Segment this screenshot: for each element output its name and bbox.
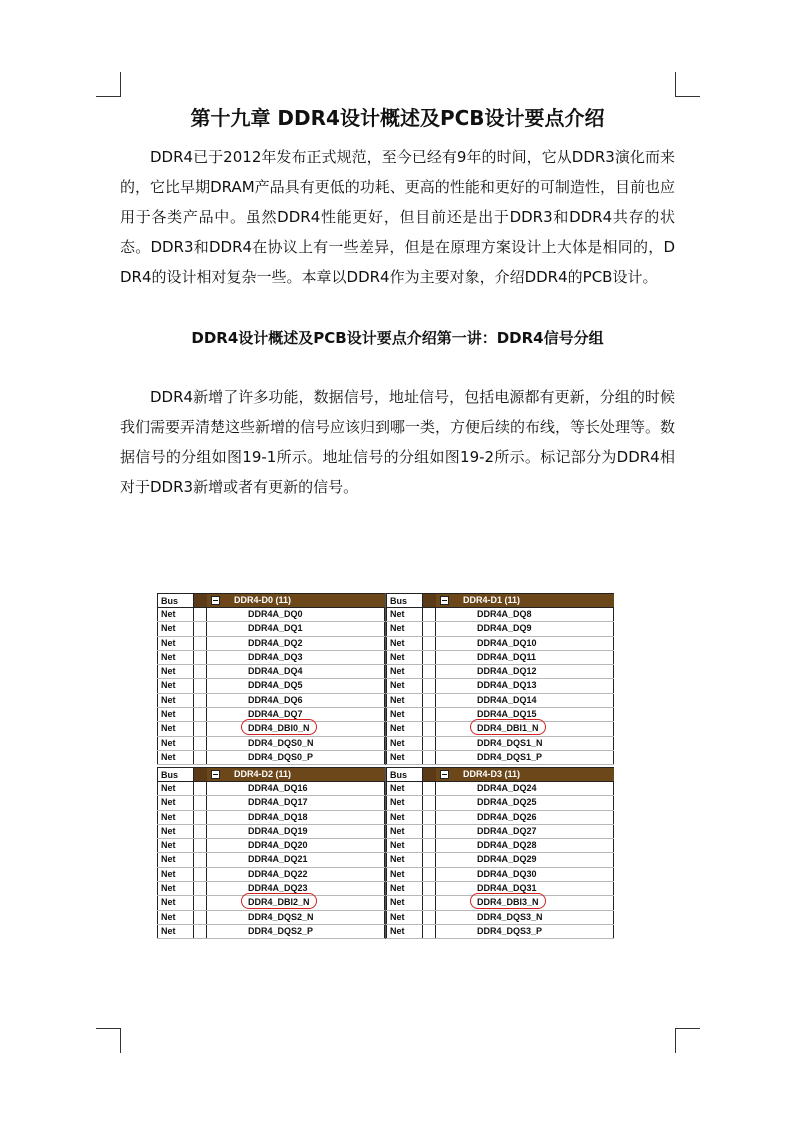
net-row <box>157 722 385 736</box>
net-type-cell: Net <box>386 679 423 692</box>
net-row <box>386 637 614 651</box>
net-row <box>386 853 614 867</box>
net-row <box>386 722 614 736</box>
net-spacer-cell <box>423 882 436 895</box>
signal-name: DDR4A_DQ10 <box>436 637 614 650</box>
net-row <box>386 796 614 810</box>
bus-spacer-cell <box>423 767 436 782</box>
net-type-cell: Net <box>157 737 194 750</box>
collapse-icon[interactable] <box>211 770 220 779</box>
signal-name: DDR4_DQS0_P <box>207 751 385 764</box>
chapter-title: 第十九章 DDR4设计概述及PCB设计要点介绍 <box>190 106 605 130</box>
signal-name: DDR4A_DQ17 <box>207 796 385 809</box>
signal-name: DDR4A_DQ14 <box>436 694 614 707</box>
crop-mark-top-left <box>96 72 121 97</box>
net-row <box>386 825 614 839</box>
net-row <box>386 811 614 825</box>
net-spacer-cell <box>423 796 436 809</box>
signal-name: DDR4A_DQ4 <box>207 665 385 678</box>
net-spacer-cell <box>423 722 436 735</box>
signal-name: DDR4A_DQ11 <box>436 651 614 664</box>
net-type-cell: Net <box>157 782 194 795</box>
net-type-cell: Net <box>157 665 194 678</box>
signal-name: DDR4A_DQ31 <box>436 882 614 895</box>
net-type-cell: Net <box>157 796 194 809</box>
net-spacer-cell <box>423 608 436 621</box>
net-type-cell: Net <box>157 679 194 692</box>
net-type-cell: Net <box>386 811 423 824</box>
net-row <box>157 811 385 825</box>
net-spacer-cell <box>423 637 436 650</box>
net-row <box>157 868 385 882</box>
highlighted-signal-name: DDR4_DBI1_N <box>436 722 614 735</box>
net-spacer-cell <box>423 811 436 824</box>
net-row <box>386 622 614 636</box>
net-spacer-cell <box>194 925 207 938</box>
net-spacer-cell <box>423 651 436 664</box>
net-row <box>157 751 385 765</box>
net-spacer-cell <box>194 911 207 924</box>
net-row <box>386 737 614 751</box>
signal-name: DDR4A_DQ18 <box>207 811 385 824</box>
signal-name: DDR4A_DQ30 <box>436 868 614 881</box>
net-type-cell: Net <box>386 637 423 650</box>
net-spacer-cell <box>423 911 436 924</box>
net-type-cell: Net <box>386 665 423 678</box>
signal-name: DDR4A_DQ26 <box>436 811 614 824</box>
bus-group-d3 <box>385 767 614 939</box>
bus-name: DDR4-D0 (11) <box>234 595 292 605</box>
net-row <box>386 608 614 622</box>
collapse-icon[interactable] <box>211 596 220 605</box>
bus-name: DDR4-D3 (11) <box>463 769 521 779</box>
signal-group-figure <box>157 593 613 940</box>
net-spacer-cell <box>194 825 207 838</box>
net-spacer-cell <box>423 622 436 635</box>
net-spacer-cell <box>423 665 436 678</box>
net-type-cell: Net <box>157 853 194 866</box>
net-spacer-cell <box>194 839 207 852</box>
net-spacer-cell <box>194 868 207 881</box>
net-type-cell: Net <box>386 925 423 938</box>
net-row <box>157 825 385 839</box>
signal-name: DDR4A_DQ29 <box>436 853 614 866</box>
net-type-cell: Net <box>157 882 194 895</box>
net-type-cell: Net <box>157 868 194 881</box>
net-type-cell: Net <box>386 782 423 795</box>
net-row <box>157 665 385 679</box>
net-spacer-cell <box>423 751 436 764</box>
net-row <box>386 925 614 939</box>
net-type-cell: Net <box>157 825 194 838</box>
crop-mark-bottom-right <box>675 1028 700 1053</box>
signal-name: DDR4_DQS1_P <box>436 751 614 764</box>
net-type-cell: Net <box>157 911 194 924</box>
signal-name: DDR4_DQS3_P <box>436 925 614 938</box>
signal-name: DDR4A_DQ22 <box>207 868 385 881</box>
bus-name: DDR4-D2 (11) <box>234 769 292 779</box>
net-spacer-cell <box>194 737 207 750</box>
signal-name: DDR4_DQS2_N <box>207 911 385 924</box>
highlighted-signal-name: DDR4_DBI0_N <box>207 722 385 735</box>
net-spacer-cell <box>194 796 207 809</box>
net-row <box>157 608 385 622</box>
section-title: DDR4设计概述及PCB设计要点介绍第一讲：DDR4信号分组 <box>191 329 604 347</box>
net-row <box>386 665 614 679</box>
net-type-cell: Net <box>157 839 194 852</box>
collapse-icon[interactable] <box>440 596 449 605</box>
net-row <box>157 782 385 796</box>
net-row <box>386 911 614 925</box>
signal-name: DDR4_DQS1_N <box>436 737 614 750</box>
net-row <box>157 911 385 925</box>
net-row <box>386 839 614 853</box>
net-row <box>157 896 385 910</box>
net-row <box>157 694 385 708</box>
bus-spacer-cell <box>194 593 207 608</box>
net-spacer-cell <box>194 651 207 664</box>
net-spacer-cell <box>423 825 436 838</box>
bus-name-cell <box>207 767 385 782</box>
net-spacer-cell <box>194 665 207 678</box>
crop-mark-top-right <box>675 72 700 97</box>
bus-type-cell: Bus <box>157 593 194 608</box>
bus-type-cell: Bus <box>157 767 194 782</box>
signal-name: DDR4A_DQ1 <box>207 622 385 635</box>
net-type-cell: Net <box>386 608 423 621</box>
signal-name: DDR4_DQS2_P <box>207 925 385 938</box>
net-row <box>157 853 385 867</box>
signal-name: DDR4A_DQ6 <box>207 694 385 707</box>
bus-spacer-cell <box>194 767 207 782</box>
net-spacer-cell <box>423 694 436 707</box>
net-type-cell: Net <box>386 708 423 721</box>
net-spacer-cell <box>423 708 436 721</box>
signal-name: DDR4_DQS3_N <box>436 911 614 924</box>
net-row <box>157 796 385 810</box>
signal-name: DDR4_DQS0_N <box>207 737 385 750</box>
net-type-cell: Net <box>157 708 194 721</box>
bus-name: DDR4-D1 (11) <box>463 595 521 605</box>
net-row <box>157 925 385 939</box>
net-spacer-cell <box>194 751 207 764</box>
net-spacer-cell <box>423 896 436 909</box>
net-type-cell: Net <box>157 751 194 764</box>
net-type-cell: Net <box>157 637 194 650</box>
intro-paragraph: DDR4已于2012年发布正式规范，至今已经有9年的时间，它从DDR3演化而来的，它比早期DRAM产品具有更低的功耗、更高的性能和更好的可制造性，目前也应用于各类产品中。虽然DDR4性能更好，但目前还是出于DDR3和DDR4共存的状态。DDR3和DDR4在协议上有一些差异，但是在原理方案设计上大体是相同的，DDR4的设计相对复杂一些。本章以DDR4作为主要对象，介绍DDR4的PCB设计。 <box>120 148 675 286</box>
net-type-cell: Net <box>157 722 194 735</box>
net-type-cell: Net <box>386 622 423 635</box>
bus-name-cell <box>436 767 614 782</box>
bus-type-cell: Bus <box>386 593 423 608</box>
net-spacer-cell <box>423 782 436 795</box>
net-row <box>386 694 614 708</box>
net-type-cell: Net <box>386 853 423 866</box>
net-type-cell: Net <box>157 811 194 824</box>
net-type-cell: Net <box>386 882 423 895</box>
net-type-cell: Net <box>386 796 423 809</box>
bus-header-row <box>157 767 385 782</box>
net-type-cell: Net <box>157 896 194 909</box>
bus-spacer-cell <box>423 593 436 608</box>
net-type-cell: Net <box>157 622 194 635</box>
net-type-cell: Net <box>386 722 423 735</box>
net-type-cell: Net <box>386 737 423 750</box>
net-row <box>157 737 385 751</box>
net-type-cell: Net <box>157 925 194 938</box>
signal-name: DDR4A_DQ7 <box>207 708 385 721</box>
net-row <box>386 868 614 882</box>
net-spacer-cell <box>423 737 436 750</box>
net-row <box>386 651 614 665</box>
bus-name-cell <box>436 593 614 608</box>
bus-group-d1 <box>385 593 614 765</box>
bus-group-d0 <box>157 593 385 765</box>
signal-name: DDR4A_DQ0 <box>207 608 385 621</box>
net-spacer-cell <box>194 896 207 909</box>
signal-name: DDR4A_DQ9 <box>436 622 614 635</box>
signal-name: DDR4A_DQ16 <box>207 782 385 795</box>
net-row <box>157 679 385 693</box>
net-spacer-cell <box>194 679 207 692</box>
signal-name: DDR4A_DQ2 <box>207 637 385 650</box>
net-spacer-cell <box>194 708 207 721</box>
signal-name: DDR4A_DQ13 <box>436 679 614 692</box>
net-spacer-cell <box>194 853 207 866</box>
net-spacer-cell <box>194 694 207 707</box>
net-spacer-cell <box>423 839 436 852</box>
signal-name: DDR4A_DQ8 <box>436 608 614 621</box>
collapse-icon[interactable] <box>440 770 449 779</box>
net-spacer-cell <box>194 882 207 895</box>
signal-name: DDR4A_DQ24 <box>436 782 614 795</box>
net-spacer-cell <box>194 637 207 650</box>
net-row <box>157 622 385 636</box>
net-type-cell: Net <box>386 694 423 707</box>
bus-header-row <box>386 767 614 782</box>
net-spacer-cell <box>423 925 436 938</box>
bus-type-cell: Bus <box>386 767 423 782</box>
signal-name: DDR4A_DQ5 <box>207 679 385 692</box>
signal-name: DDR4A_DQ21 <box>207 853 385 866</box>
signal-name: DDR4A_DQ19 <box>207 825 385 838</box>
highlighted-signal-name: DDR4_DBI2_N <box>207 896 385 909</box>
net-type-cell: Net <box>386 896 423 909</box>
signal-name: DDR4A_DQ15 <box>436 708 614 721</box>
net-row <box>157 839 385 853</box>
net-type-cell: Net <box>157 651 194 664</box>
net-row <box>157 651 385 665</box>
net-type-cell: Net <box>157 608 194 621</box>
net-type-cell: Net <box>386 868 423 881</box>
bus-header-row <box>157 593 385 608</box>
net-row <box>386 782 614 796</box>
bus-group-d2 <box>157 767 385 939</box>
net-spacer-cell <box>423 679 436 692</box>
net-type-cell: Net <box>157 694 194 707</box>
bus-name-cell <box>207 593 385 608</box>
net-spacer-cell <box>194 811 207 824</box>
net-row <box>386 896 614 910</box>
net-type-cell: Net <box>386 911 423 924</box>
signal-name: DDR4A_DQ20 <box>207 839 385 852</box>
net-row <box>386 751 614 765</box>
signal-name: DDR4A_DQ23 <box>207 882 385 895</box>
bus-header-row <box>386 593 614 608</box>
signal-name: DDR4A_DQ27 <box>436 825 614 838</box>
net-spacer-cell <box>194 608 207 621</box>
net-spacer-cell <box>423 853 436 866</box>
signal-name: DDR4A_DQ12 <box>436 665 614 678</box>
signal-name: DDR4A_DQ25 <box>436 796 614 809</box>
net-type-cell: Net <box>386 751 423 764</box>
crop-mark-bottom-left <box>96 1028 121 1053</box>
net-type-cell: Net <box>386 651 423 664</box>
net-row <box>157 637 385 651</box>
signal-name: DDR4A_DQ3 <box>207 651 385 664</box>
body-paragraph: DDR4新增了许多功能，数据信号，地址信号，包括电源都有更新，分组的时候我们需要弄清楚这些新增的信号应该归到哪一类，方便后续的布线，等长处理等。数据信号的分组如图19-1所示。地址信号的分组如图19-2所示。标记部分为DDR4相对于DDR3新增或者有更新的信号。 <box>120 388 676 496</box>
highlighted-signal-name: DDR4_DBI3_N <box>436 896 614 909</box>
signal-name: DDR4A_DQ28 <box>436 839 614 852</box>
net-spacer-cell <box>194 622 207 635</box>
net-row <box>386 679 614 693</box>
net-spacer-cell <box>194 782 207 795</box>
net-spacer-cell <box>423 868 436 881</box>
net-type-cell: Net <box>386 825 423 838</box>
net-type-cell: Net <box>386 839 423 852</box>
net-spacer-cell <box>194 722 207 735</box>
